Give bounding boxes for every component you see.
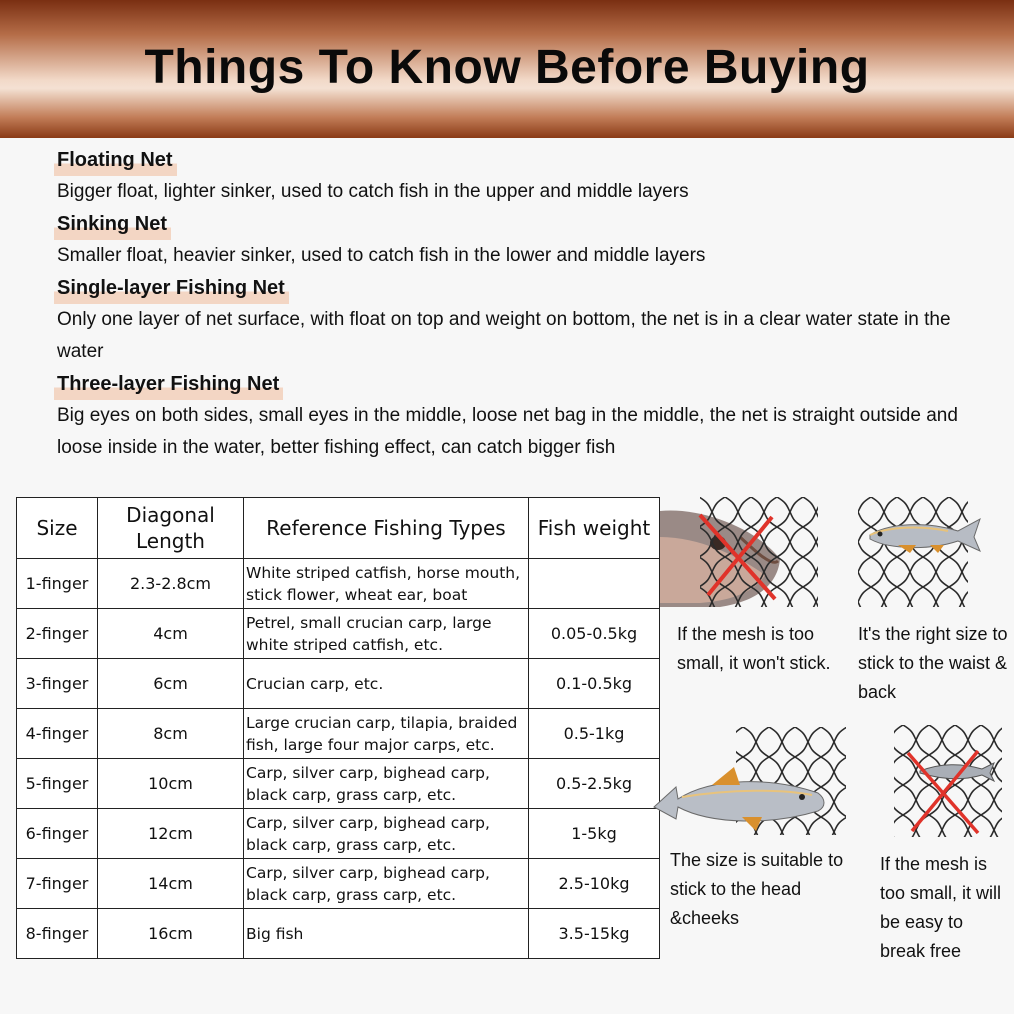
caption-right-size-waist-back: It's the right size to stick to the waist & back	[858, 624, 1008, 702]
caption-mesh-too-small-wont-stick: If the mesh is too small, it won't stick.	[677, 624, 831, 673]
small-fish-escape-mesh-icon	[890, 725, 1005, 841]
cell-weight: 0.1-0.5kg	[529, 659, 660, 709]
section-title-sinking-net: Sinking Net	[54, 212, 171, 240]
caption-suitable-head-cheeks: The size is suitable to stick to the head &cheeks	[670, 850, 844, 928]
table-row	[17, 809, 660, 859]
cell-types: Petrel, small crucian carp, large white striped catfish, etc.	[244, 609, 529, 659]
table-row	[17, 609, 660, 659]
table-row	[17, 759, 660, 809]
fish-head-small-mesh-icon	[660, 497, 820, 609]
cell-size: 7-finger	[17, 859, 98, 909]
table-row	[17, 909, 660, 959]
cell-weight: 0.05-0.5kg	[529, 609, 660, 659]
cell-size: 1-finger	[17, 559, 98, 609]
section-desc-single-layer: Only one layer of net surface, with float on top and weight on bottom, the net is in a clear water state in the water	[57, 309, 951, 362]
cell-weight: 1-5kg	[529, 809, 660, 859]
cell-size: 5-finger	[17, 759, 98, 809]
section-desc-sinking-net: Smaller float, heavier sinker, used to catch fish in the lower and middle layers	[57, 245, 706, 266]
fish-waist-mesh-icon	[858, 497, 988, 609]
table-row	[17, 559, 660, 609]
header-fish-weight: Fish weight	[529, 498, 660, 559]
cell-weight: 2.5-10kg	[529, 859, 660, 909]
cell-diagonal: 14cm	[98, 859, 244, 909]
page-title: Things To Know Before Buying	[144, 41, 870, 94]
section-title-single-layer: Single-layer Fishing Net	[54, 276, 289, 304]
section-title-floating-net: Floating Net	[54, 148, 177, 176]
cell-size: 8-finger	[17, 909, 98, 959]
cell-size: 4-finger	[17, 709, 98, 759]
cell-weight	[529, 559, 660, 609]
cell-weight: 0.5-1kg	[529, 709, 660, 759]
cell-weight: 3.5-15kg	[529, 909, 660, 959]
cell-diagonal: 4cm	[98, 609, 244, 659]
header-diagonal-length: Diagonal Length	[98, 498, 244, 559]
table-header-row	[17, 498, 660, 559]
cell-diagonal: 2.3-2.8cm	[98, 559, 244, 609]
cell-diagonal: 16cm	[98, 909, 244, 959]
caption-easy-to-break-free: If the mesh is too small, it will be easy to break free	[880, 854, 1002, 961]
table-row	[17, 709, 660, 759]
cell-types: Large crucian carp, tilapia, braided fish, large four major carps, etc.	[244, 709, 529, 759]
header-fishing-types: Reference Fishing Types	[244, 498, 529, 559]
header-banner	[0, 0, 1014, 138]
cell-diagonal: 8cm	[98, 709, 244, 759]
cell-types: White striped catfish, horse mouth, stick flower, wheat ear, boat	[244, 559, 529, 609]
section-desc-three-layer: Big eyes on both sides, small eyes in the middle, loose net bag in the middle, the net is straight outside and loose inside in the water, better fishing effect, can catch bigger fish	[57, 405, 958, 458]
cell-types: Big fish	[244, 909, 529, 959]
header-size: Size	[17, 498, 98, 559]
cell-types: Carp, silver carp, bighead carp, black carp, grass carp, etc.	[244, 859, 529, 909]
cell-diagonal: 6cm	[98, 659, 244, 709]
table-row	[17, 659, 660, 709]
table-row	[17, 859, 660, 909]
section-title-three-layer: Three-layer Fishing Net	[54, 372, 283, 400]
cell-size: 3-finger	[17, 659, 98, 709]
cell-size: 2-finger	[17, 609, 98, 659]
cell-size: 6-finger	[17, 809, 98, 859]
section-desc-floating-net: Bigger float, lighter sinker, used to catch fish in the upper and middle layers	[57, 181, 689, 202]
cell-types: Carp, silver carp, bighead carp, black carp, grass carp, etc.	[244, 759, 529, 809]
cell-types: Carp, silver carp, bighead carp, black carp, grass carp, etc.	[244, 809, 529, 859]
cell-weight: 0.5-2.5kg	[529, 759, 660, 809]
fish-head-cheeks-mesh-icon	[652, 727, 852, 837]
mesh-size-table	[16, 497, 660, 959]
cell-types: Crucian carp, etc.	[244, 659, 529, 709]
cell-diagonal: 10cm	[98, 759, 244, 809]
cell-diagonal: 12cm	[98, 809, 244, 859]
